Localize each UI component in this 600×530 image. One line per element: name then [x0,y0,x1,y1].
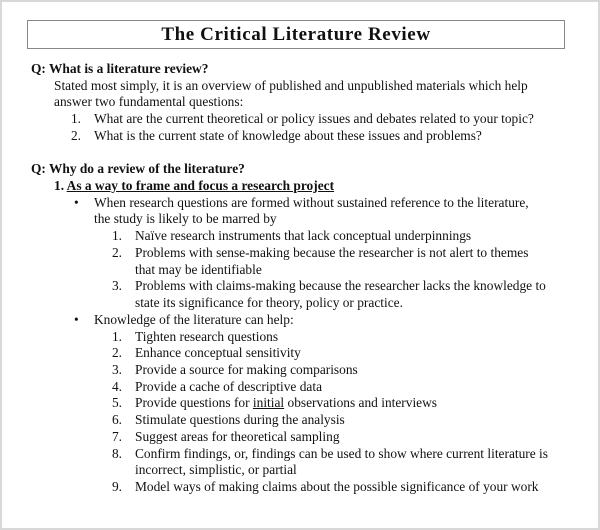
bullet-text: the study is likely to be marred by [94,211,277,227]
list-item-text [135,395,437,411]
list-item-text: incorrect, simplistic, or partial [135,462,297,478]
list-number: 5. [111,395,122,411]
list-number: 3. [111,361,122,377]
list-item-text: Problems with sense-making because the researcher is not alert to themes [135,244,529,260]
bullet-icon: • [74,194,79,210]
list-item-text: Confirm findings, or, findings can be used to show where current literature is [135,445,548,461]
list-item-text: Naïve research instruments that lack conceptual underpinnings [135,228,472,244]
list-number: 2. [70,127,81,143]
question-heading: Q: Why do a review of the literature? [31,161,245,177]
intro-paragraph: answer two fundamental questions: [54,94,244,110]
list-item-text: What are the current theoretical or policy issues and debates related to your topic? [94,111,534,127]
list-number: 7. [111,428,122,444]
question-heading: Q: What is a literature review? [31,61,209,76]
underlined-word: initial [252,395,285,411]
list-item-text: What is the current state of knowledge about these issues and problems? [94,127,482,143]
list-item-text: Problems with claims-making because the researcher lacks the knowledge to [135,278,546,294]
list-item-text: state its significance for theory, policy or practice. [135,295,403,311]
list-item-text: Provide a source for making comparisons [135,361,358,377]
list-number: 3. [111,278,122,294]
list-number: 1. [70,111,81,127]
list-item-text: that may be identifiable [135,261,262,277]
list-item-text: Stimulate questions during the analysis [135,412,345,428]
bullet-text: When research questions are formed without sustained reference to the literature, [94,194,529,210]
list-number: 2. [111,244,122,260]
list-number: 1. [111,328,122,344]
section-heading [54,178,334,194]
document-title: The Critical Literature Review [27,20,565,49]
heading-text: As a way to frame and focus a research project [66,178,335,194]
list-number: 1. [111,228,122,244]
list-number: 9. [111,479,122,494]
intro-paragraph: Stated most simply, it is an overview of published and unpublished materials which help [54,77,528,93]
text-span: observations and interviews [284,395,437,411]
list-item-text: Tighten research questions [135,328,279,344]
list-number: 4. [111,378,122,394]
list-number: 6. [111,412,122,428]
list-item-text: Provide a cache of descriptive data [135,378,323,394]
text-span: Provide questions for [135,395,253,411]
list-item-text: Model ways of making claims about the possible significance of your work [135,479,539,494]
list-item-text: Suggest areas for theoretical sampling [135,428,340,444]
heading-number: 1. [54,178,65,194]
list-number: 2. [111,345,122,361]
bullet-text: Knowledge of the literature can help: [94,311,294,327]
bullet-icon: • [74,311,79,327]
list-item-text: Enhance conceptual sensitivity [135,345,301,361]
list-number: 8. [111,445,122,461]
